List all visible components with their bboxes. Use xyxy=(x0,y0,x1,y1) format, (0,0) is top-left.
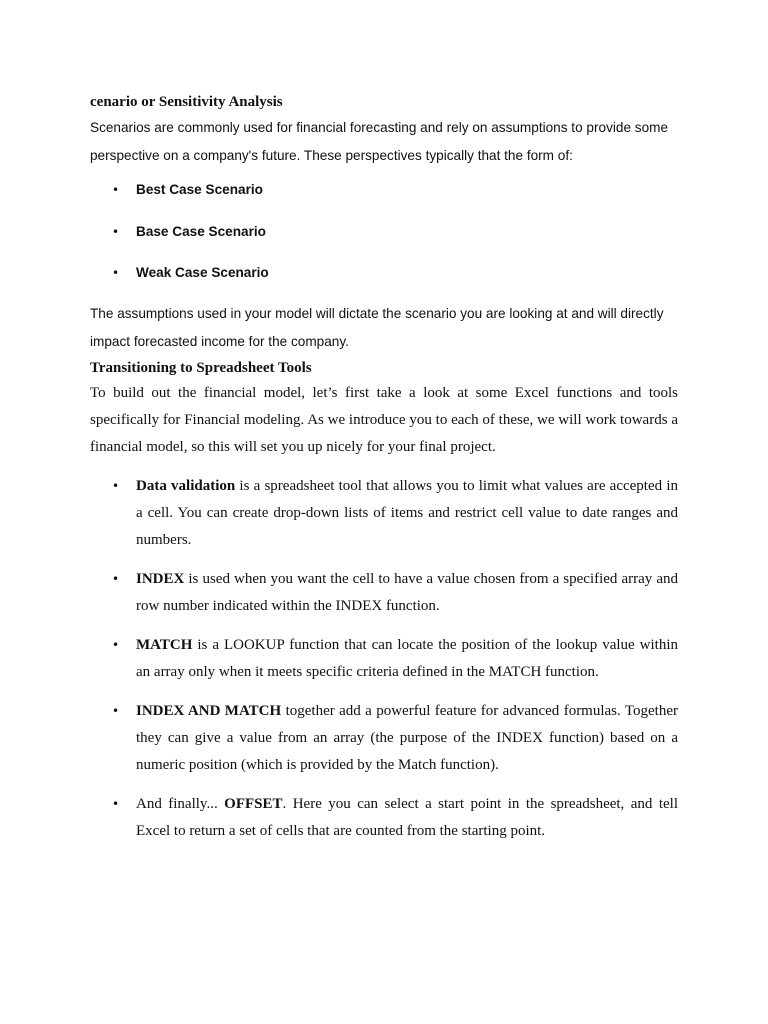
tool-term: MATCH xyxy=(136,636,193,653)
scenario-label: Weak Case Scenario xyxy=(136,265,269,280)
tool-prefix: And finally... xyxy=(136,795,225,812)
list-item xyxy=(90,473,678,554)
bullet-icon: • xyxy=(112,224,120,239)
bullet-icon: • xyxy=(112,478,120,493)
tool-description: . Here you can select a start point in the spreadsheet, and tell Excel to return a set of cells that are counted from the starting point. xyxy=(136,795,679,839)
tool-term: INDEX AND MATCH xyxy=(136,702,282,719)
tool-term: OFFSET xyxy=(224,795,283,812)
bullet-icon: • xyxy=(112,637,120,652)
document-page xyxy=(90,90,678,857)
section-heading-spreadsheet-tools: Transitioning to Spreadsheet Tools xyxy=(90,359,312,376)
list-item xyxy=(90,791,678,845)
tool-term: Data validation xyxy=(136,477,236,494)
scenario-closing-paragraph: The assumptions used in your model will dictate the scenario you are looking at and will directly impact forecasted income for the company. xyxy=(90,305,664,349)
list-item xyxy=(90,632,678,686)
tools-list xyxy=(90,473,678,845)
tools-intro-paragraph: To build out the financial model, let’s first take a look at some Excel functions and tools specifically for Financial modeling. As we introduce you to each of these, we will work towards a financial model, so this will set you up nicely for your final project. xyxy=(90,384,678,455)
tool-description: is a LOOKUP function that can locate the position of the lookup value within an array only when it meets specific criteria defined in the MATCH function. xyxy=(136,636,678,680)
tool-description: together add a powerful feature for advanced formulas. Together they can give a value from an array (the purpose of the INDEX function) based on a numeric position (which is provided by the Match function). xyxy=(136,702,678,773)
section-heading-scenario: cenario or Sensitivity Analysis xyxy=(90,94,283,110)
scenario-intro-paragraph: Scenarios are commonly used for financial forecasting and rely on assumptions to provide some perspective on a company's future. These perspectives typically that the form of: xyxy=(90,120,669,163)
list-item xyxy=(90,176,678,204)
scenario-label: Base Case Scenario xyxy=(136,223,266,239)
tool-description: is used when you want the cell to have a value chosen from a specified array and row number indicated within the INDEX function. xyxy=(136,570,678,614)
bullet-icon: • xyxy=(112,183,120,197)
bullet-icon: • xyxy=(112,266,120,280)
bullet-icon: • xyxy=(112,571,120,586)
list-item xyxy=(90,698,678,779)
list-item xyxy=(90,259,678,287)
scenario-list xyxy=(90,176,678,287)
bullet-icon: • xyxy=(112,703,120,718)
tool-description: is a spreadsheet tool that allows you to limit what values are accepted in a cell. You can create drop-down lists of items and restrict cell value to date ranges and numbers. xyxy=(136,477,678,548)
scenario-label: Best Case Scenario xyxy=(136,182,263,197)
bullet-icon: • xyxy=(112,796,120,811)
list-item xyxy=(90,566,678,620)
tool-term: INDEX xyxy=(136,570,185,587)
list-item xyxy=(90,218,678,246)
